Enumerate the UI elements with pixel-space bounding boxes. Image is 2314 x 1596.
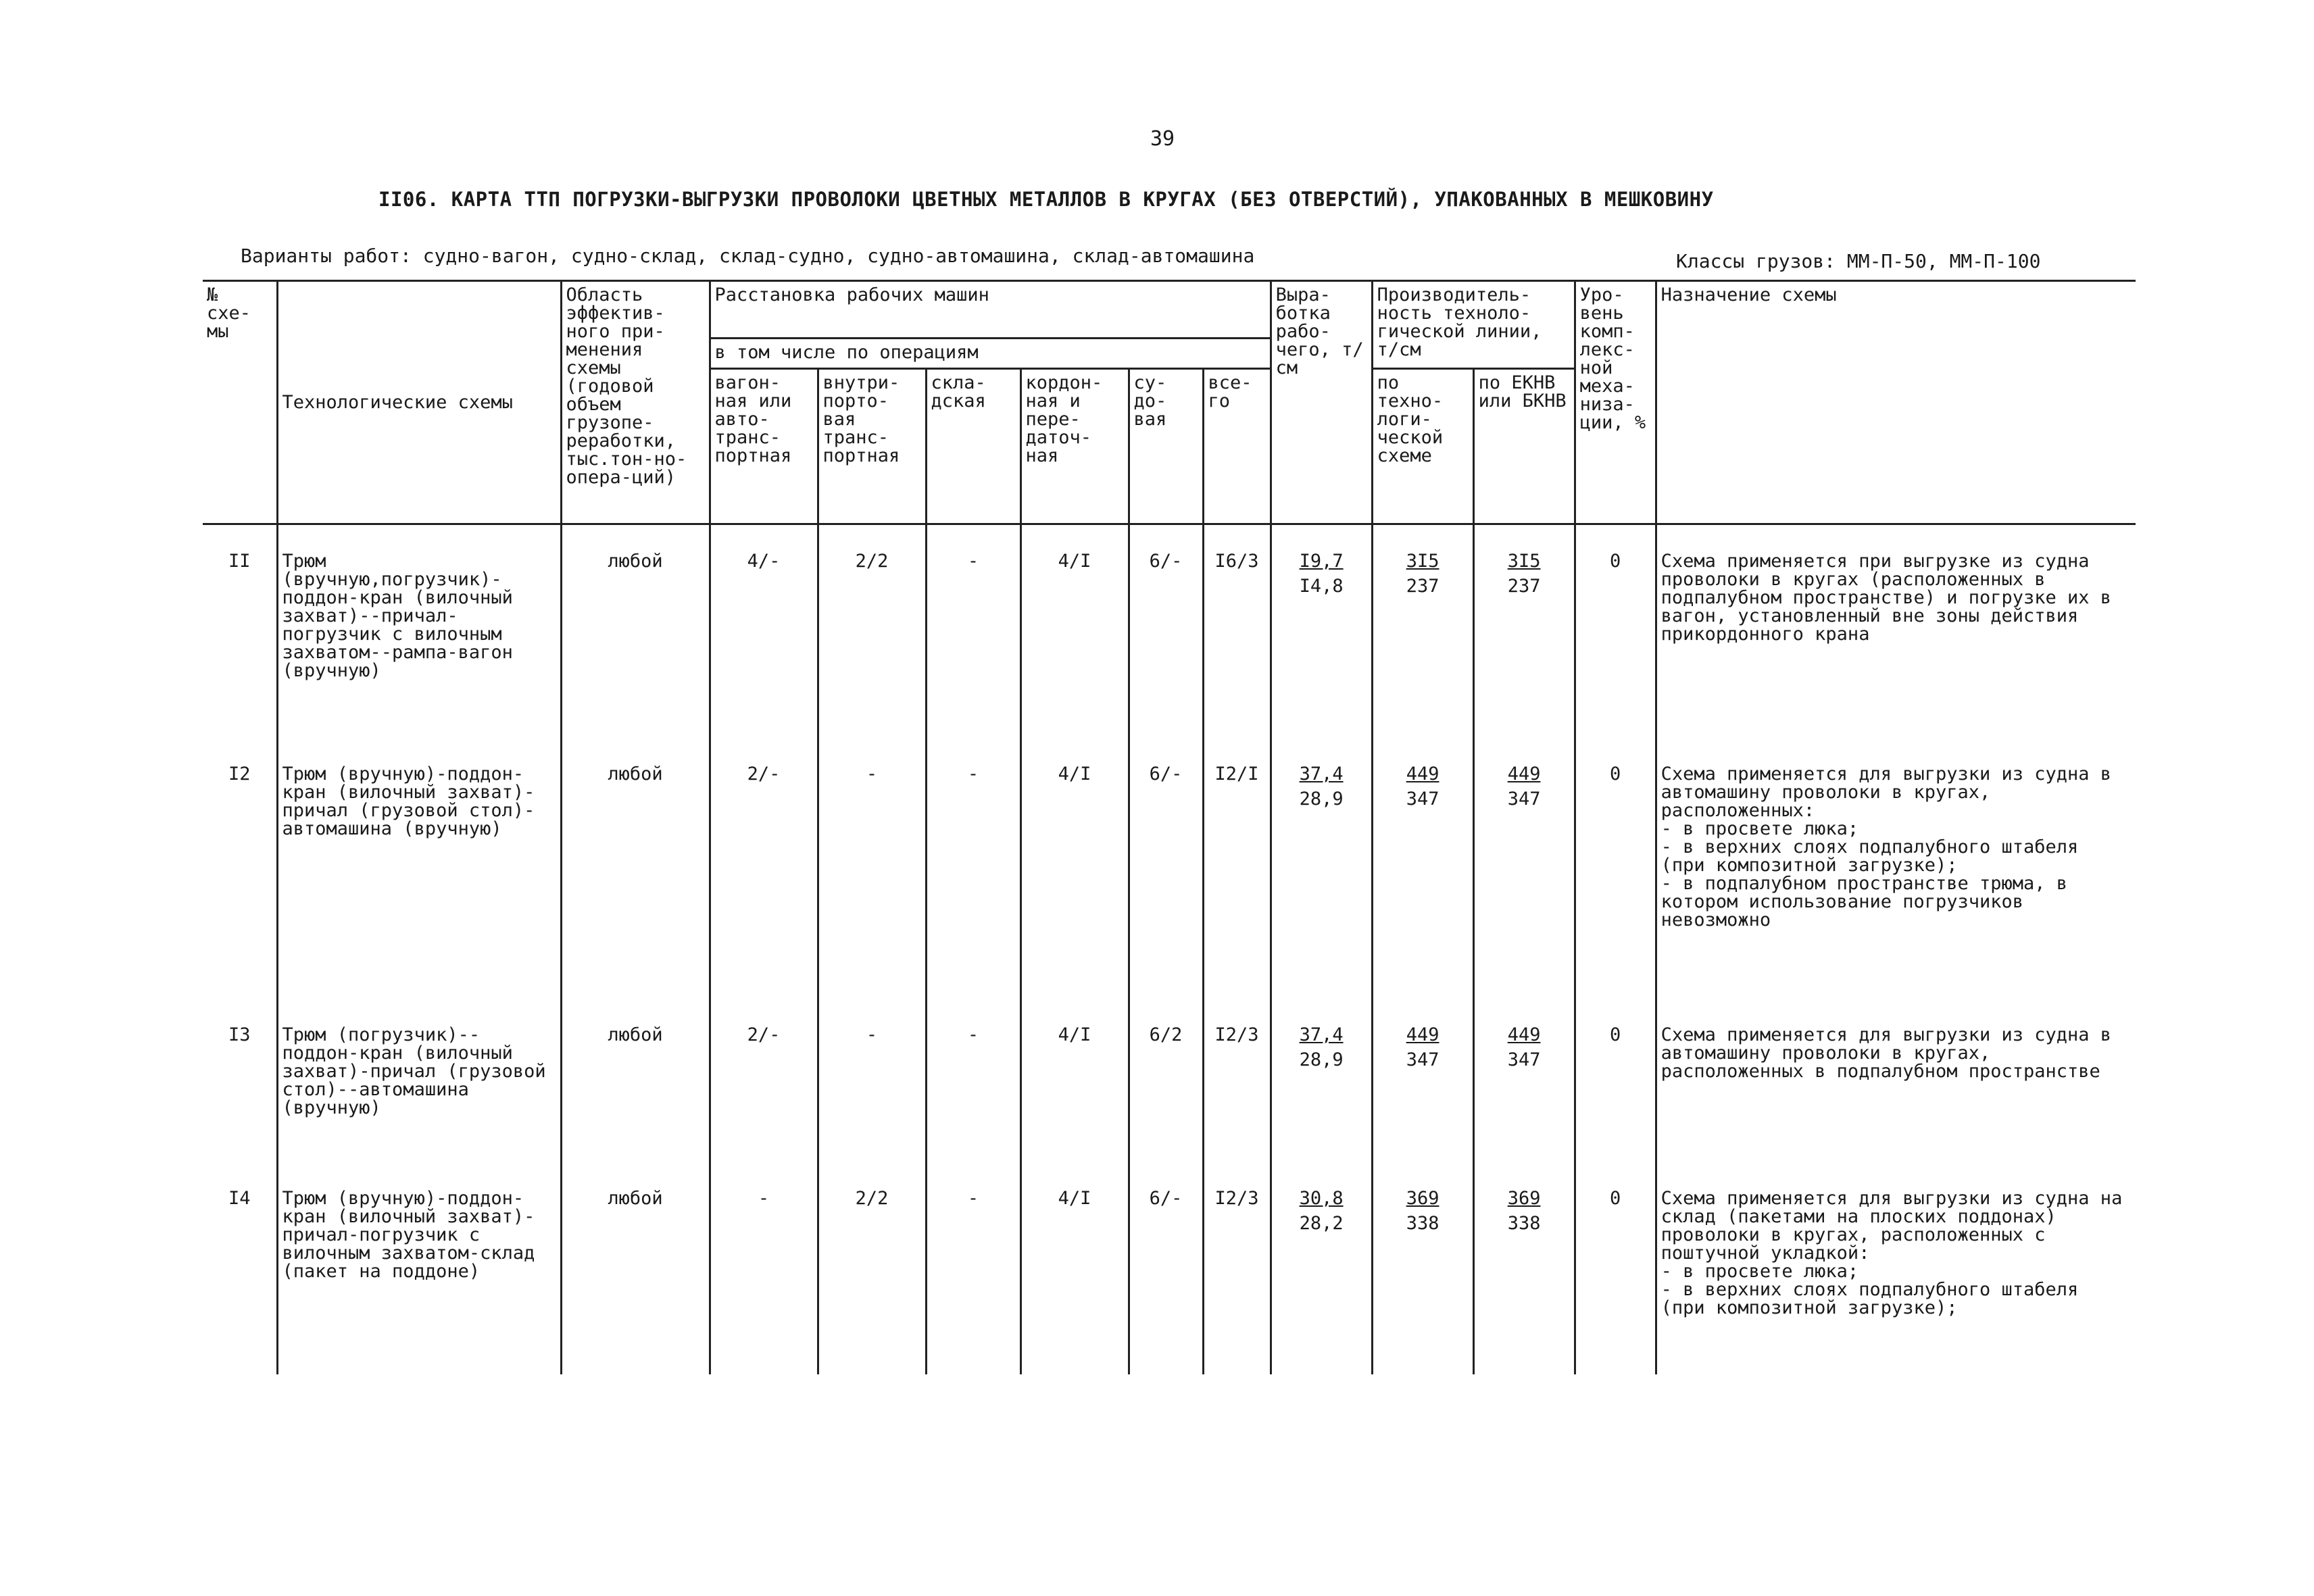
- col-header-productivity: Производитель-ность техноло-гической линии, т/см: [1372, 281, 1575, 369]
- prod1-top: 3I5: [1406, 551, 1439, 572]
- row-area: любой: [561, 999, 710, 1162]
- prod1-top: 369: [1406, 1187, 1439, 1209]
- col-header-area: Область эффектив-ного при-менения схемы (годовой объем грузопе-реработки, тыс.тон-но-опера-ций): [561, 281, 710, 524]
- row-purpose: Схема применяется для выгрузки из судна в автомашину проволоки в кругах, расположенных: - в просвете люка; - в верхних слоях подпалубного штабеля (при композитной загрузке); - в подпалубном пространстве трюма, в котором использование погрузчиков невозможно: [1656, 738, 2136, 999]
- prod1-top: 449: [1406, 763, 1439, 784]
- row-op5: 6/-: [1129, 524, 1203, 738]
- output-top: I9,7: [1299, 551, 1344, 572]
- prod1-bottom: 237: [1406, 576, 1439, 597]
- table-row: [203, 999, 2136, 1162]
- output-bottom: 28,9: [1299, 1049, 1344, 1070]
- col-header-op6: все-го: [1203, 369, 1271, 524]
- prod2-top: 3I5: [1507, 551, 1541, 572]
- row-level: 0: [1575, 1162, 1656, 1374]
- col-header-placement: Расстановка рабочих машин: [710, 281, 1271, 339]
- row-level: 0: [1575, 524, 1656, 738]
- prod1-bottom: 347: [1406, 788, 1439, 809]
- row-prod2: [1473, 524, 1575, 738]
- row-tech-scheme: Трюм (погрузчик)--поддон-кран (вилочный захват)-причал (грузовой стол)--автомашина (вручную): [277, 999, 561, 1162]
- row-output: [1271, 524, 1372, 738]
- prod2-bottom: 237: [1507, 576, 1541, 597]
- prod2-top: 449: [1507, 1024, 1541, 1045]
- table-row: [203, 524, 2136, 738]
- row-prod1: [1372, 738, 1473, 999]
- col-header-purpose: Назначение схемы: [1656, 281, 2136, 524]
- row-prod2: [1473, 738, 1575, 999]
- row-op5: 6/-: [1129, 738, 1203, 999]
- row-op3: -: [926, 738, 1020, 999]
- output-top: 30,8: [1299, 1187, 1344, 1209]
- col-header-tech: Технологические схемы: [277, 281, 561, 524]
- row-prod1: [1372, 999, 1473, 1162]
- page-number: 39: [1150, 127, 1175, 151]
- prod2-top: 449: [1507, 763, 1541, 784]
- row-number: I2: [228, 763, 251, 784]
- col-header-op5: су-до-вая: [1129, 369, 1203, 524]
- row-op2: -: [818, 999, 926, 1162]
- row-op1: -: [710, 1162, 818, 1374]
- prod1-bottom: 347: [1406, 1049, 1439, 1070]
- row-number: II: [228, 551, 251, 572]
- row-output: [1271, 999, 1372, 1162]
- row-output: [1271, 1162, 1372, 1374]
- table-row: [203, 738, 2136, 999]
- col-header-level: Уро-вень комп-лекс-ной меха-низа-ции, %: [1575, 281, 1656, 524]
- row-purpose: Схема применяется для выгрузки из судна на склад (пакетами на плоских поддонах) проволоки в кругах, расположенных с поштучной укладкой: - в просвете люка; - в верхних слоях подпалубного штабеля (при композитной загрузке);: [1656, 1162, 2136, 1374]
- col-header-prod1: по техно-логи-ческой схеме: [1372, 369, 1473, 524]
- prod1-top: 449: [1406, 1024, 1439, 1045]
- row-op3: -: [926, 1162, 1020, 1374]
- col-header-op2: внутри-порто-вая транс-портная: [818, 369, 926, 524]
- table-row: [203, 1162, 2136, 1374]
- col-header-op4: кордон-ная и пере-даточ-ная: [1020, 369, 1129, 524]
- row-op1: 2/-: [710, 738, 818, 999]
- work-variants: Варианты работ: судно-вагон, судно-склад, склад-судно, судно-автомашина, склад-автомашина: [241, 245, 1255, 267]
- row-op4: 4/I: [1020, 999, 1129, 1162]
- row-op4: 4/I: [1020, 738, 1129, 999]
- row-level: 0: [1575, 999, 1656, 1162]
- prod1-bottom: 338: [1406, 1212, 1439, 1234]
- output-bottom: 28,2: [1299, 1212, 1344, 1234]
- row-op2: 2/2: [818, 1162, 926, 1374]
- row-tech-scheme: Трюм (вручную)-поддон-кран (вилочный захват)-причал-погрузчик с вилочным захватом-склад (пакет на поддоне): [277, 1162, 561, 1374]
- col-header-prod2: по ЕКНВ или БКНВ: [1473, 369, 1575, 524]
- col-header-number: № схе-мы: [203, 281, 277, 524]
- row-purpose: Схема применяется при выгрузке из судна проволоки в кругах (расположенных в подпалубном пространстве) и погрузке их в вагон, установленный вне зоны действия прикордонного крана: [1656, 524, 2136, 738]
- row-op6: I6/3: [1203, 524, 1271, 738]
- row-purpose: Схема применяется для выгрузки из судна в автомашину проволоки в кругах, расположенных в подпалубном пространстве: [1656, 999, 2136, 1162]
- output-top: 37,4: [1299, 1024, 1344, 1045]
- output-bottom: I4,8: [1299, 576, 1344, 597]
- col-header-op3: скла-дская: [926, 369, 1020, 524]
- row-op4: 4/I: [1020, 524, 1129, 738]
- row-op6: I2/3: [1203, 1162, 1271, 1374]
- row-area: любой: [561, 524, 710, 738]
- table-header-row-1: [203, 281, 2136, 339]
- row-op1: 4/-: [710, 524, 818, 738]
- row-op5: 6/2: [1129, 999, 1203, 1162]
- schemes-table: [203, 280, 2136, 1374]
- row-prod1: [1372, 1162, 1473, 1374]
- row-prod1: [1372, 524, 1473, 738]
- cargo-classes: Классы грузов: ММ-П-50, ММ-П-100: [1676, 250, 2041, 272]
- row-area: любой: [561, 738, 710, 999]
- row-op1: 2/-: [710, 999, 818, 1162]
- row-op6: I2/I: [1203, 738, 1271, 999]
- row-op3: -: [926, 524, 1020, 738]
- col-header-op1: вагон-ная или авто-транс-портная: [710, 369, 818, 524]
- row-output: [1271, 738, 1372, 999]
- row-tech-scheme: Трюм (вручную)-поддон-кран (вилочный захват)-причал (грузовой стол)-автомашина (вручную): [277, 738, 561, 999]
- row-number: I4: [228, 1187, 251, 1209]
- row-op6: I2/3: [1203, 999, 1271, 1162]
- prod2-top: 369: [1507, 1187, 1541, 1209]
- row-op4: 4/I: [1020, 1162, 1129, 1374]
- row-op2: 2/2: [818, 524, 926, 738]
- prod2-bottom: 347: [1507, 1049, 1541, 1070]
- output-bottom: 28,9: [1299, 788, 1344, 809]
- row-prod2: [1473, 999, 1575, 1162]
- row-op3: -: [926, 999, 1020, 1162]
- row-op5: 6/-: [1129, 1162, 1203, 1374]
- row-tech-scheme: Трюм (вручную,погрузчик)-поддон-кран (вилочный захват)--причал-погрузчик с вилочным захватом--рампа-вагон (вручную): [277, 524, 561, 738]
- prod2-bottom: 338: [1507, 1212, 1541, 1234]
- row-prod2: [1473, 1162, 1575, 1374]
- row-op2: -: [818, 738, 926, 999]
- document-title: II06. КАРТА ТТП ПОГРУЗКИ-ВЫГРУЗКИ ПРОВОЛОКИ ЦВЕТНЫХ МЕТАЛЛОВ В КРУГАХ (БЕЗ ОТВЕРСТИЙ), УПАКОВАННЫХ В МЕШКОВИНУ: [378, 188, 1714, 211]
- row-level: 0: [1575, 738, 1656, 999]
- col-header-incl: в том числе по операциям: [710, 339, 1271, 369]
- row-number: I3: [228, 1024, 251, 1045]
- prod2-bottom: 347: [1507, 788, 1541, 809]
- col-header-output: Выра-ботка рабо-чего, т/см: [1271, 281, 1372, 524]
- row-area: любой: [561, 1162, 710, 1374]
- output-top: 37,4: [1299, 763, 1344, 784]
